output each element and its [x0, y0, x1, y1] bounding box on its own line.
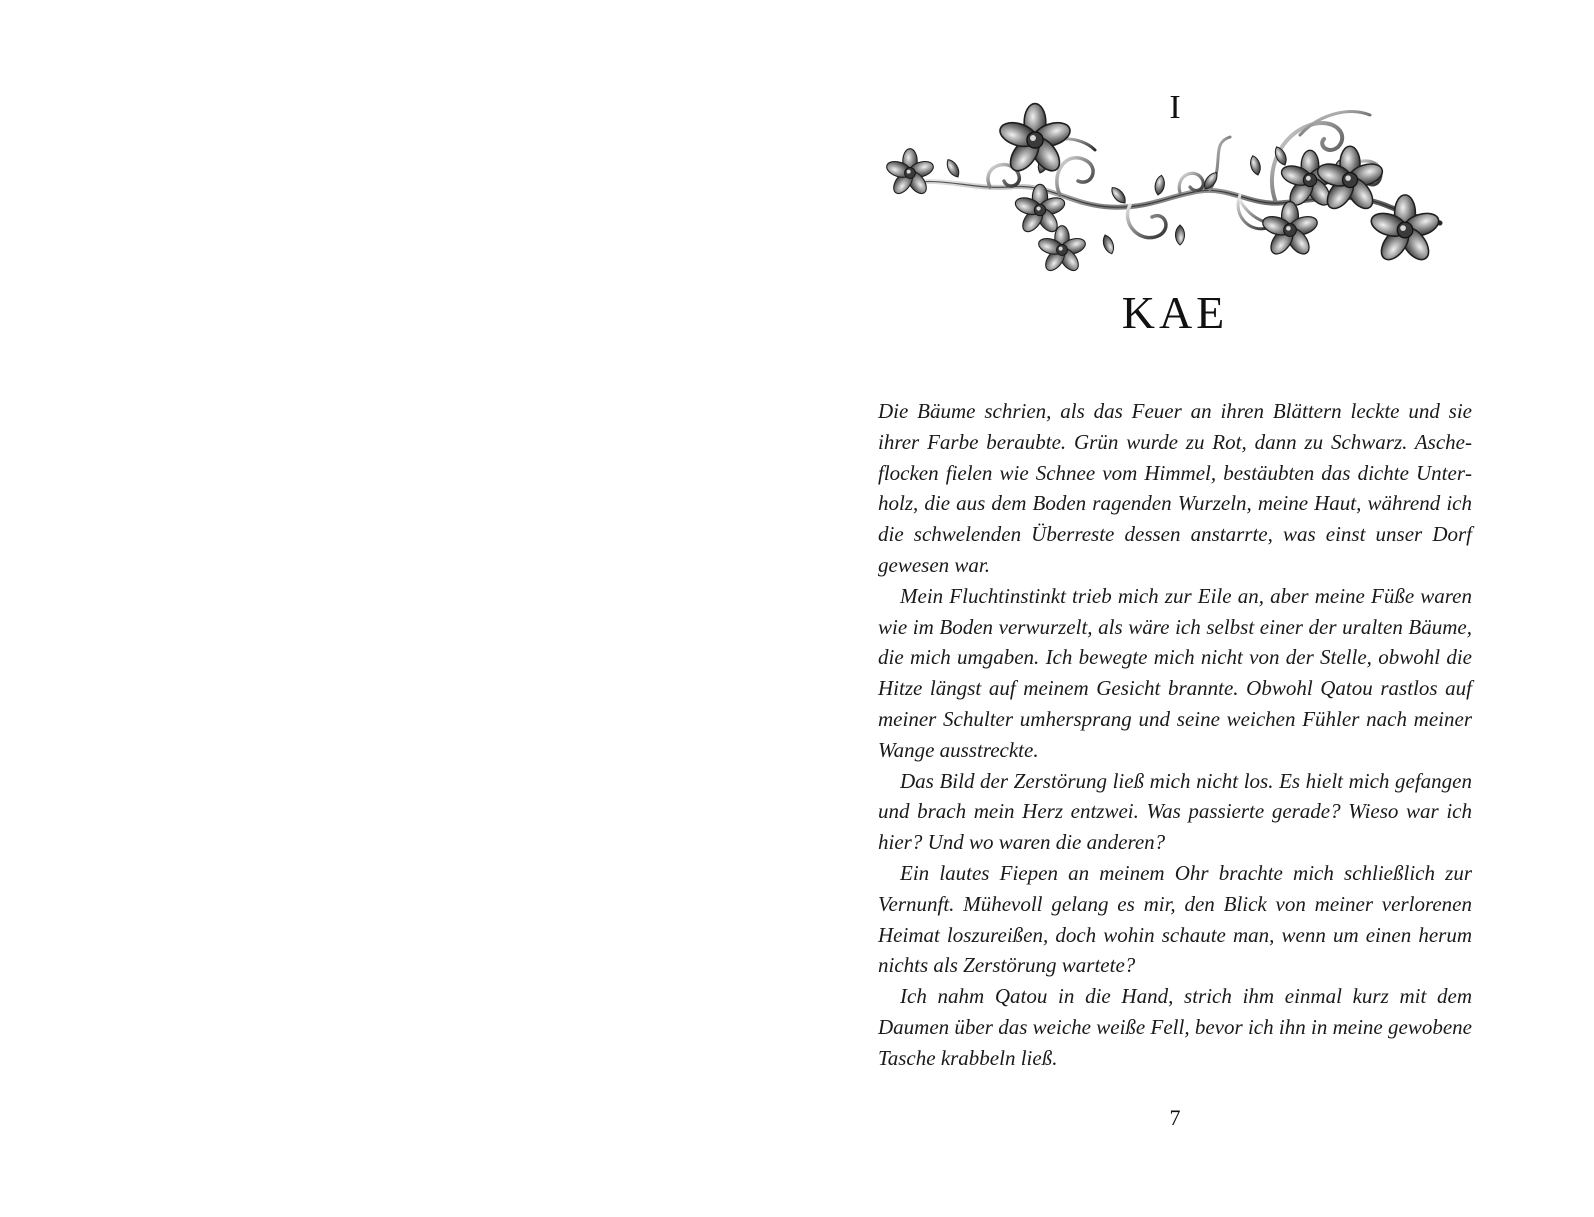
chapter-body-text: [878, 396, 1472, 1074]
paragraph: Die Bäume schrien, als das Feuer an ihren Blättern leckte und sie ihrer Farbe beraubte. Grün wurde zu Rot, dann zu Schwarz. Ascheflocken fielen wie Schnee vom Himmel, bestäubten das dichte Unterholz, die aus dem Boden ragenden Wurzeln, meine Haut, während ich die schwelenden Überreste dessen anstarrte, was einst unser Dorf gewesen war.: [878, 399, 1472, 577]
paragraph: Das Bild der Zerstörung ließ mich nicht los. Es hielt mich gefangen und brach mein Herz entzwei. Was passierte gerade? Wieso war ich hier? Und wo waren die anderen?: [878, 768, 1472, 855]
floral-vine-ornament-icon: [880, 95, 1450, 285]
page-number: 7: [1169, 1105, 1181, 1130]
chapter-title: KAE: [1121, 287, 1229, 338]
paragraph: Mein Fluchtinstinkt trieb mich zur Eile an, aber meine Füße waren wie im Boden verwurzelt, als wäre ich selbst einer der uralten Bäume, die mich umgaben. Ich bewegte mich nicht von der Stelle, obwohl die Hitze längst auf meinem Gesicht brannte. Obwohl Qatou rastlos auf meiner Schulter umhersprang und seine weichen Fühler nach meiner Wange ausstreckte.: [878, 583, 1472, 762]
paragraph: Ich nahm Qatou in die Hand, strich ihm einmal kurz mit dem Daumen über das weiche weiße Fell, bevor ich ihn in meine gewobene Tasche krabbeln ließ.: [878, 984, 1472, 1070]
paragraph: Ein lautes Fiepen an meinem Ohr brachte mich schließlich zur Vernunft. Mühevoll gelang es mir, den Blick von meiner verlorenen Heimat loszureißen, doch wohin schaute man, wenn um einen herum nichts als Zerstörung wartete?: [878, 860, 1472, 978]
chapter-number: I: [1169, 89, 1181, 126]
